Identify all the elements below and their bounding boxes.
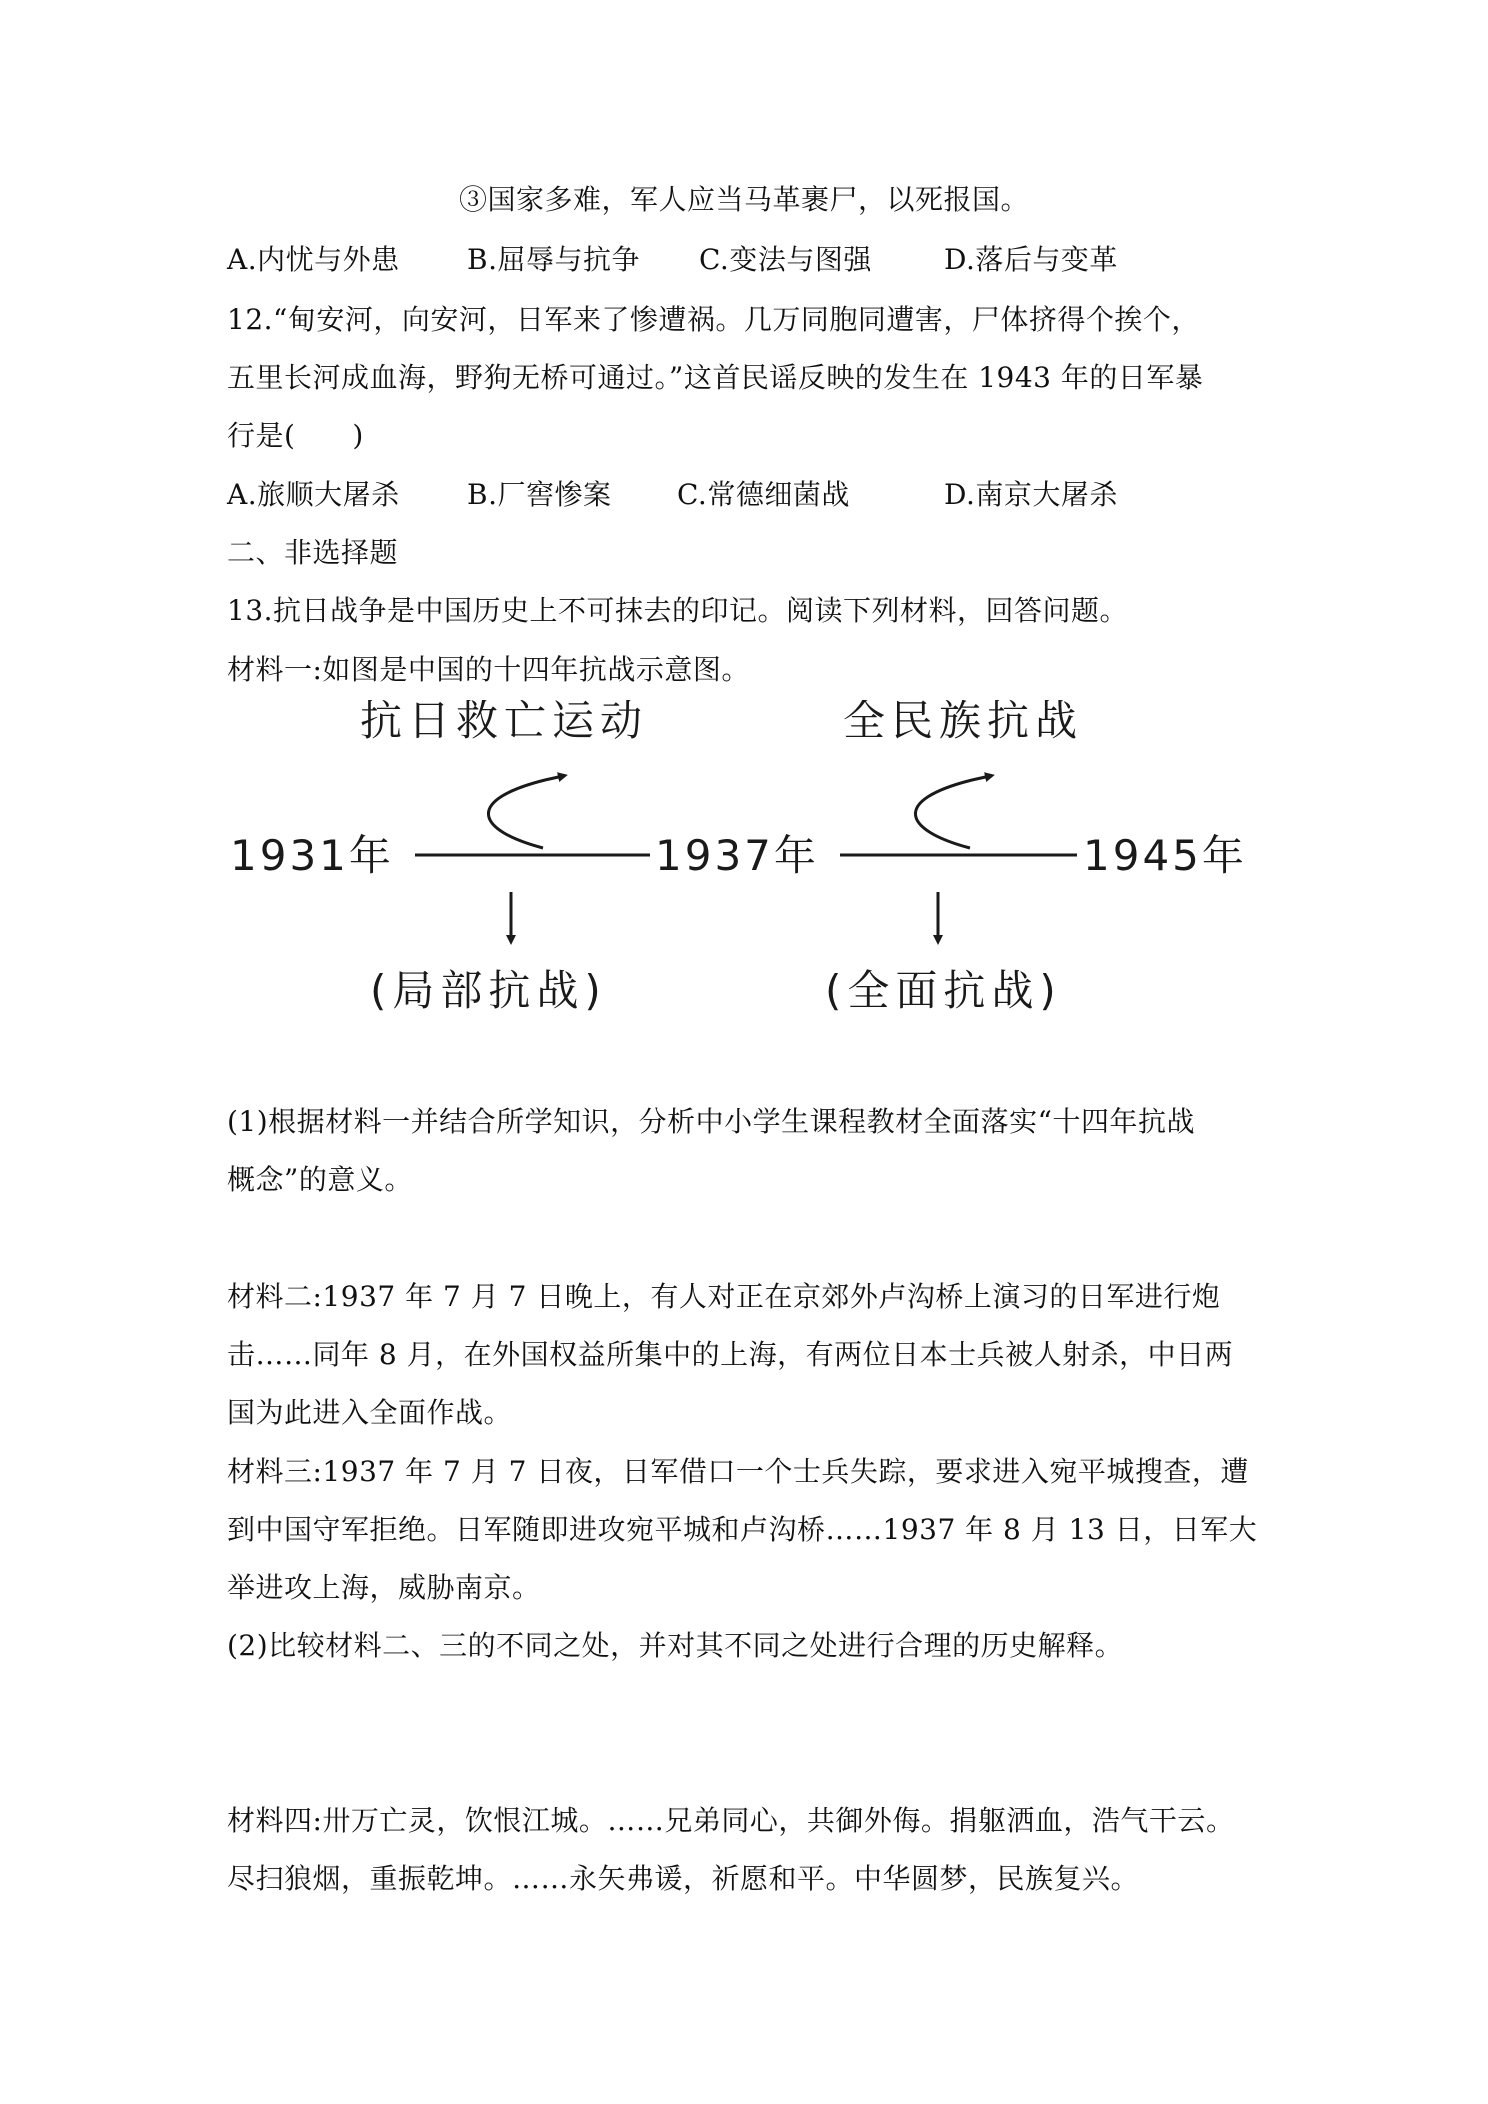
material-2-line-1: 材料二:1937 年 7 月 7 日晚上，有人对正在京郊外卢沟桥上演习的日军进行炮 <box>227 1280 1221 1313</box>
q11-option-a[interactable]: A.内忧与外患 <box>227 243 400 276</box>
q11-option-d[interactable]: D.落后与变革 <box>944 243 1118 276</box>
year-1937: 1937年 <box>655 831 819 880</box>
curved-arrow-up-left <box>488 776 563 848</box>
q12-line-1: 12.“甸安河，向安河，日军来了惨遭祸。几万同胞同遭害，尸体挤得个挨个， <box>227 303 1200 336</box>
war-timeline-diagram <box>225 700 1265 1030</box>
year-1945: 1945年 <box>1083 831 1247 880</box>
q12-option-b[interactable]: B.厂窖惨案 <box>467 478 612 511</box>
material-4-line-1: 材料四:卅万亡灵，饮恨江城。……兄弟同心，共御外侮。捐躯洒血，浩气干云。 <box>227 1804 1235 1837</box>
q12-line-3: 行是( ) <box>227 419 364 452</box>
q12-option-d[interactable]: D.南京大屠杀 <box>944 478 1118 511</box>
curved-arrow-up-right <box>915 776 990 848</box>
item-3-text: ③国家多难，军人应当马革裹尸，以死报国。 <box>458 183 1029 216</box>
q13-part1-line-1: (1)根据材料一并结合所学知识，分析中小学生课程教材全面落实“十四年抗战 <box>227 1105 1195 1138</box>
q12-option-a[interactable]: A.旅顺大屠杀 <box>227 478 400 511</box>
label-partial-war: (局部抗战) <box>370 966 607 1015</box>
label-salvation-movement: 抗日救亡运动 <box>360 700 649 745</box>
section-heading: 二、非选择题 <box>227 536 399 569</box>
material-2-line-2: 击……同年 8 月，在外国权益所集中的上海，有两位日本士兵被人射杀，中日两 <box>227 1338 1234 1371</box>
material-4-line-2: 尽扫狼烟，重振乾坤。……永矢弗谖，祈愿和平。中华圆梦，民族复兴。 <box>227 1862 1140 1895</box>
q11-option-c[interactable]: C.变法与图强 <box>699 243 872 276</box>
q13-stem: 13.抗日战争是中国历史上不可抹去的印记。阅读下列材料，回答问题。 <box>227 594 1129 627</box>
q12-line-2: 五里长河成血海，野狗无桥可通过。”这首民谣反映的发生在 1943 年的日军暴 <box>227 361 1204 394</box>
material-2-line-3: 国为此进入全面作战。 <box>227 1396 513 1429</box>
material-3-line-2: 到中国守军拒绝。日军随即进攻宛平城和卢沟桥……1937 年 8 月 13 日，日军大 <box>227 1513 1258 1546</box>
year-1931: 1931年 <box>230 831 394 880</box>
label-full-war: (全面抗战) <box>825 966 1062 1015</box>
q11-option-b[interactable]: B.屈辱与抗争 <box>467 243 640 276</box>
material-3-line-1: 材料三:1937 年 7 月 7 日夜，日军借口一个士兵失踪，要求进入宛平城搜查，遭 <box>227 1455 1249 1488</box>
timeline-svg <box>225 700 1265 1030</box>
material-3-line-3: 举进攻上海，威胁南京。 <box>227 1571 541 1604</box>
label-national-resistance: 全民族抗战 <box>843 700 1084 745</box>
q12-option-c[interactable]: C.常德细菌战 <box>677 478 850 511</box>
q13-part2: (2)比较材料二、三的不同之处，并对其不同之处进行合理的历史解释。 <box>227 1629 1124 1662</box>
material-1-intro: 材料一:如图是中国的十四年抗战示意图。 <box>227 653 750 686</box>
q13-part1-line-2: 概念”的意义。 <box>227 1163 413 1196</box>
